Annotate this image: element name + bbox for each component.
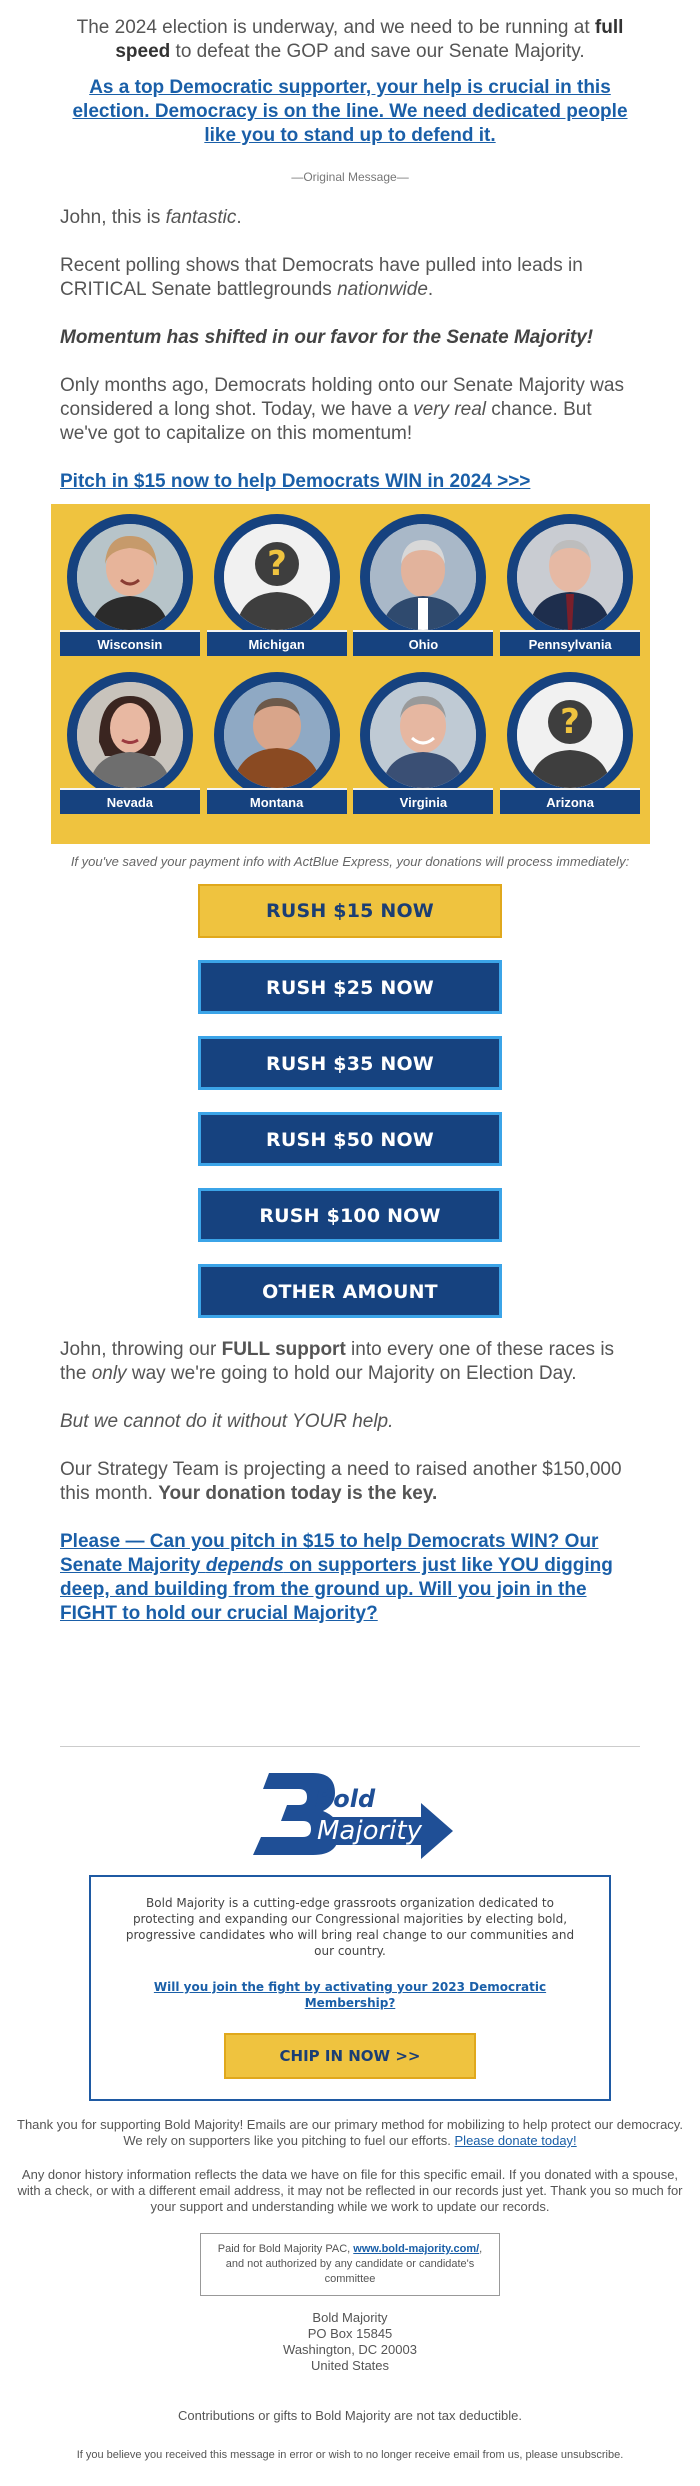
donate-today-link[interactable]: Please donate today! xyxy=(454,2133,577,2148)
state-label: Pennsylvania xyxy=(500,630,640,656)
closing-cta-link[interactable]: Please — Can you pitch in $15 to help Democrats WIN? Our Senate Majority depends on supporters just like YOU digging deep, and building from the ground up. Will you join in the FIGHT to hold our crucial Majority? xyxy=(60,1531,613,1624)
svg-text:Bold: Bold xyxy=(315,1785,376,1813)
rush-50-button[interactable]: RUSH $50 NOW xyxy=(198,1112,502,1166)
candidate-nevada[interactable] xyxy=(57,668,204,826)
candidate-grid[interactable] xyxy=(51,504,650,844)
candidate-photo xyxy=(517,524,623,630)
about-card xyxy=(89,1875,611,2101)
silhouette-icon xyxy=(224,524,330,630)
address-country: United States xyxy=(310,2358,390,2373)
tax-notice: Contributions or gifts to Bold Majority are not tax deductible. xyxy=(178,2408,522,2423)
intro-paragraph: The 2024 election is underway, and we need to be running at full speed to defeat the GOP and save our Senate Majority. xyxy=(76,17,624,62)
state-label: Arizona xyxy=(500,788,640,814)
svg-text:?: ? xyxy=(266,544,287,584)
candidate-pennsylvania[interactable] xyxy=(497,510,644,668)
state-label: Ohio xyxy=(353,630,493,656)
rush-35-button[interactable]: RUSH $35 NOW xyxy=(198,1036,502,1090)
website-link[interactable]: www.bold-majority.com/ xyxy=(353,2243,480,2255)
paid-for-box: Paid for Bold Majority PAC, www.bold-majority.com/, and not authorized by any candidate or candidate's committee xyxy=(200,2233,500,2296)
candidate-virginia[interactable] xyxy=(350,668,497,826)
momentum-heading: Momentum has shifted in our favor for the Senate Majority! xyxy=(60,327,594,348)
bold-majority-logo xyxy=(0,1767,700,1867)
address-po-box: PO Box 15845 xyxy=(307,2326,393,2341)
svg-text:?: ? xyxy=(560,702,580,742)
other-amount-button[interactable]: OTHER AMOUNT xyxy=(198,1264,502,1318)
address-name: Bold Majority xyxy=(312,2310,388,2325)
intro-cta-link[interactable]: As a top Democratic supporter, your help is crucial in this election. Democracy is on the line. We need dedicated people like you to stand up to defend it. xyxy=(72,77,628,146)
chip-in-button[interactable]: CHIP IN NOW >> xyxy=(224,2033,476,2079)
candidate-michigan[interactable] xyxy=(203,510,350,668)
help-paragraph: But we cannot do it without YOUR help. xyxy=(60,1411,394,1432)
actblue-note: If you've saved your payment info with ActBlue Express, your donations will process immediately: xyxy=(70,854,630,869)
state-label: Wisconsin xyxy=(60,630,200,656)
long-shot-paragraph: Only months ago, Democrats holding onto our Senate Majority was considered a long shot. Today, we have a very real chance. But we've got to capitalize on this momentum! xyxy=(60,375,624,444)
rush-100-button[interactable]: RUSH $100 NOW xyxy=(198,1188,502,1242)
state-label: Montana xyxy=(207,788,347,814)
silhouette-icon xyxy=(517,682,623,788)
address-city: Washington, DC 20003 xyxy=(283,2342,417,2357)
polling-paragraph: Recent polling shows that Democrats have pulled into leads in CRITICAL Senate battlegrounds nationwide. xyxy=(60,255,583,300)
about-text: Bold Majority is a cutting-edge grassroots organization dedicated to protecting and expanding our Congressional majorities by electing bold, progressive candidates who will bring real change to our communities and our country. xyxy=(125,1896,575,1958)
candidate-photo xyxy=(370,524,476,630)
candidate-arizona[interactable] xyxy=(497,668,644,826)
candidate-montana[interactable] xyxy=(203,668,350,826)
candidate-photo xyxy=(224,682,330,788)
candidate-ohio[interactable] xyxy=(350,510,497,668)
logo-mark-icon xyxy=(243,1767,457,1867)
rush-15-button[interactable]: RUSH $15 NOW xyxy=(198,884,502,938)
svg-text:Majority: Majority xyxy=(317,1816,422,1846)
candidate-photo xyxy=(77,524,183,630)
full-support-paragraph: John, throwing our FULL support into every one of these races is the only way we're going to hold our Majority on Election Day. xyxy=(60,1339,615,1384)
thanks-paragraph: Thank you for supporting Bold Majority! Emails are our primary method for mobilizing to help protect our democracy. We rely on supporters like you pitching to fuel our efforts. Please donate today! xyxy=(17,2117,683,2148)
membership-link[interactable]: Will you join the fight by activating your 2023 Democratic Membership? xyxy=(153,1980,547,2010)
donor-history-paragraph: Any donor history information reflects the data we have on file for this specific email. If you donated with a spouse, with a check, or with a different email address, it may not be reflected in our records just yet. Thank you so much for your support and understanding while we work to update our records. xyxy=(17,2167,683,2214)
state-label: Michigan xyxy=(207,630,347,656)
pitch-in-link[interactable]: Pitch in $15 now to help Democrats WIN in 2024 >>> xyxy=(60,471,531,492)
state-label: Nevada xyxy=(60,788,200,814)
rush-25-button[interactable]: RUSH $25 NOW xyxy=(198,960,502,1014)
divider xyxy=(60,1746,640,1747)
candidate-photo xyxy=(370,682,476,788)
candidate-photo xyxy=(77,682,183,788)
strategy-paragraph: Our Strategy Team is projecting a need to raised another $150,000 this month. Your donation today is the key. xyxy=(60,1459,622,1504)
state-label: Virginia xyxy=(353,788,493,814)
unsubscribe-notice[interactable]: If you believe you received this message in error or wish to no longer receive email from us, please unsubscribe. xyxy=(76,2449,624,2461)
original-message-label: —Original Message— xyxy=(291,170,409,184)
candidate-wisconsin[interactable] xyxy=(57,510,204,668)
greeting-paragraph: John, this is fantastic. xyxy=(60,207,242,228)
